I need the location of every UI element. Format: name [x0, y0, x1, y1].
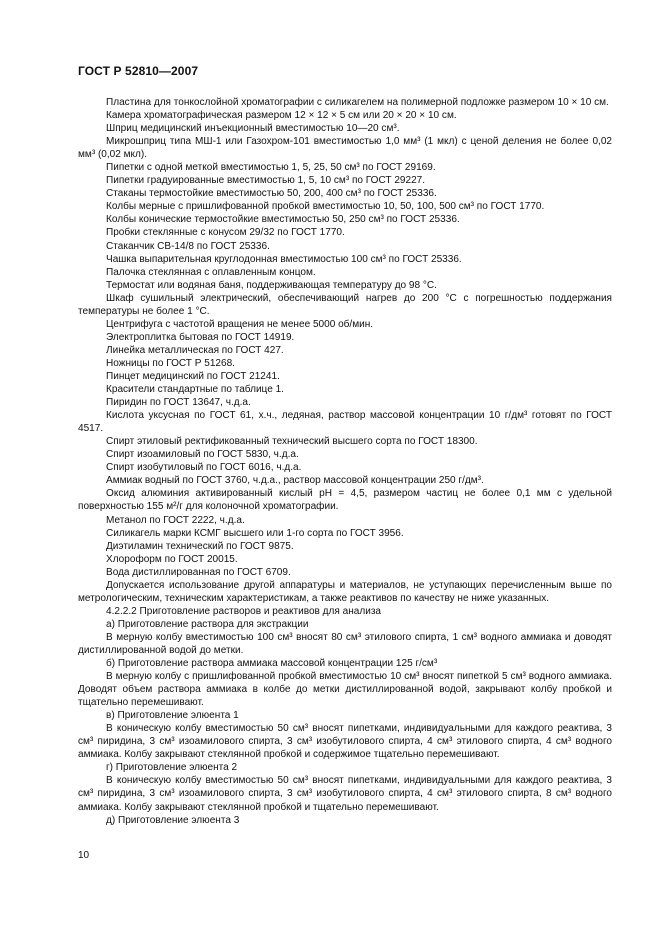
paragraph: Спирт изобутиловый по ГОСТ 6016, ч.д.а.	[106, 462, 302, 474]
paragraph: Спирт изоамиловый по ГОСТ 5830, ч.д.а.	[106, 449, 299, 461]
paragraph: Электроплитка бытовая по ГОСТ 14919.	[106, 331, 295, 343]
paragraph: В коническую колбу вместимостью 50 см³ вносят пипетками, индивидуальными для каждого реактива, 3 см³ пиридина, 3 см³ изоамилового спирта, 3 см³ изобутилового спирта, 4 см³ этилового спирта, 8 см³ водного аммиака. Колбу закрывают стеклянной пробкой и тщательно перемешивают.	[78, 775, 612, 813]
paragraph: Камера хроматографическая размером 12 × 12 × 5 см или 20 × 20 × 10 см.	[106, 110, 457, 122]
paragraph: В мерную колбу с пришлифованной пробкой вместимостью 10 см³ вносят пипеткой 5 см³ водного аммиака. Доводят объем раствора аммиака в колбе до метки дистиллированной водой, закрывают колбу пробкой и тщательно перемешивают.	[78, 671, 612, 709]
paragraph: Колбы мерные с пришлифованной пробкой вместимостью 10, 50, 100, 500 см³ по ГОСТ 1770.	[106, 201, 545, 213]
paragraph: В коническую колбу вместимостью 50 см³ вносят пипетками, индивидуальными для каждого реактива, 3 см³ пиридина, 3 см³ изоамилового спирта, 3 см³ изобутилового спирта, 4 см³ этилового спирта, 4 см³ водного аммиака. Колбу закрывают стеклянной пробкой и содержимое тщательно перемешивают.	[78, 723, 612, 761]
paragraph: Колбы конические термостойкие вместимостью 50, 250 см³ по ГОСТ 25336.	[106, 214, 460, 226]
paragraph: Пинцет медицинский по ГОСТ 21241.	[106, 370, 280, 382]
paragraph: Пиридин по ГОСТ 13647, ч.д.а.	[106, 397, 251, 409]
paragraph: Шкаф сушильный электрический, обеспечивающий нагрев до 200 °С с погрешностью поддержания температуры не более 1 °С.	[78, 292, 612, 317]
document-body	[78, 96, 612, 827]
paragraph: Термостат или водяная баня, поддерживающая температуру до 98 °С.	[106, 279, 437, 291]
paragraph: Линейка металлическая по ГОСТ 427.	[106, 344, 284, 356]
subsection-heading: а) Приготовление раствора для экстракции	[106, 618, 309, 630]
paragraph: Хлороформ по ГОСТ 20015.	[106, 553, 238, 565]
paragraph: Оксид алюминия активированный кислый рН = 4,5, размером частиц не более 0,1 мм с удельной поверхностью 155 м²/г для колоночной хроматографии.	[78, 488, 612, 513]
paragraph: Чашка выпарительная круглодонная вместимостью 100 см³ по ГОСТ 25336.	[106, 253, 462, 265]
paragraph: Допускается использование другой аппаратуры и материалов, не уступающих перечисленным выше по метрологическим, техническим характеристикам, а также реактивов по качеству не ниже указанных.	[78, 579, 612, 604]
paragraph: Диэтиламин технический по ГОСТ 9875.	[106, 540, 294, 552]
paragraph: Пипетки с одной меткой вместимостью 1, 5, 25, 50 см³ по ГОСТ 29169.	[106, 162, 436, 174]
paragraph: Пробки стеклянные с конусом 29/32 по ГОСТ 1770.	[106, 227, 345, 239]
paragraph: Пипетки градуированные вместимостью 1, 5, 10 см³ по ГОСТ 29227.	[106, 175, 426, 187]
subsection-heading: б) Приготовление раствора аммиака массовой концентрации 125 г/см³	[106, 658, 438, 670]
subsection-heading: в) Приготовление элюента 1	[106, 710, 239, 722]
paragraph: Вода дистиллированная по ГОСТ 6709.	[106, 566, 291, 578]
paragraph: Спирт этиловый ректификованный технический высшего сорта по ГОСТ 18300.	[106, 436, 478, 448]
paragraph: В мерную колбу вместимостью 100 см³ вносят 80 см³ этилового спирта, 1 см³ водного аммиака и доводят дистиллированной водой до метки.	[78, 631, 612, 656]
page-header-title: ГОСТ Р 52810—2007	[78, 64, 199, 78]
section-heading: 4.2.2.2 Приготовление растворов и реактивов для анализа	[106, 605, 382, 617]
paragraph: Микрошприц типа МШ-1 или Газохром-101 вместимостью 1,0 мм³ (1 мкл) с ценой деления не более 0,02 мм³ (0,02 мкл).	[78, 136, 612, 161]
subsection-heading: г) Приготовление элюента 2	[106, 762, 238, 774]
paragraph: Палочка стеклянная с оплавленным концом.	[106, 266, 316, 278]
paragraph: Шприц медицинский инъекционный вместимостью 10—20 см³.	[106, 123, 400, 135]
paragraph: Пластина для тонкослойной хроматографии с силикагелем на полимерной подложке размером 10 × 10 см.	[106, 97, 609, 108]
paragraph: Стаканчик СВ-14/8 по ГОСТ 25336.	[106, 240, 270, 252]
paragraph: Кислота уксусная по ГОСТ 61, х.ч., ледяная, раствор массовой концентрации 10 г/дм³ готовят по ГОСТ 4517.	[78, 410, 612, 435]
paragraph: Аммиак водный по ГОСТ 3760, ч.д.а., раствор массовой концентрации 250 г/дм³.	[106, 475, 484, 487]
page-number: 10	[78, 850, 90, 861]
subsection-heading: д) Приготовление элюента 3	[106, 814, 240, 826]
paragraph: Красители стандартные по таблице 1.	[106, 384, 284, 396]
paragraph: Метанол по ГОСТ 2222, ч.д.а.	[106, 514, 245, 526]
paragraph: Стаканы термостойкие вместимостью 50, 200, 400 см³ по ГОСТ 25336.	[106, 188, 437, 200]
paragraph: Центрифуга с частотой вращения не менее 5000 об/мин.	[106, 318, 374, 330]
paragraph: Силикагель марки КСМГ высшего или 1-го сорта по ГОСТ 3956.	[106, 527, 404, 539]
paragraph: Ножницы по ГОСТ Р 51268.	[106, 357, 235, 369]
